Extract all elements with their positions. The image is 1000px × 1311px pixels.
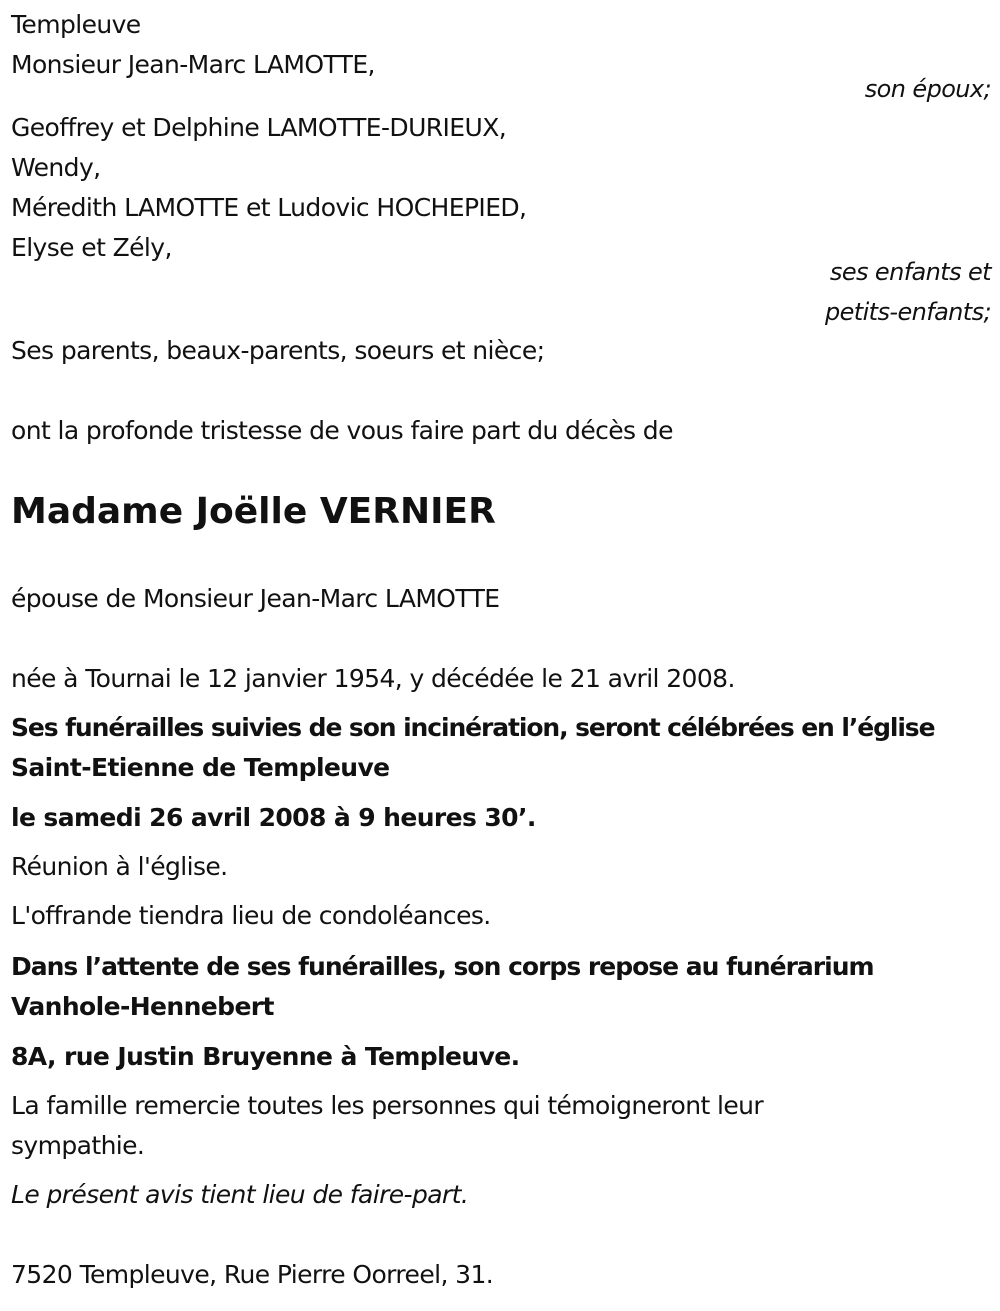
birth-death-line: née à Tournai le 12 janvier 1954, y décédée le 21 avril 2008. [11, 664, 735, 693]
spouse-of-line: épouse de Monsieur Jean-Marc LAMOTTE [11, 584, 500, 613]
header-location: Templeuve [11, 10, 141, 39]
repose-line-2: Vanhole-Hennebert [11, 992, 274, 1021]
thanks-line-2: sympathie. [11, 1131, 145, 1160]
deceased-name: Madame Joëlle VERNIER [11, 491, 496, 532]
repose-address: 8A, rue Justin Bruyenne à Templeuve. [11, 1042, 520, 1071]
repose-line-1: Dans l’attente de ses funérailles, son corps repose au funérarium [11, 952, 874, 981]
notice-note: Le présent avis tient lieu de faire-part. [11, 1180, 469, 1209]
children-line-1: Geoffrey et Delphine LAMOTTE-DURIEUX, [11, 113, 507, 142]
children-line-4: Elyse et Zély, [11, 233, 172, 262]
children-relation-line-1: ses enfants et [829, 258, 991, 286]
funeral-line-2: Saint-Etienne de Templeuve [11, 753, 390, 782]
thanks-line-1: La famille remercie toutes les personnes qui témoigneront leur [11, 1091, 764, 1120]
funeral-datetime: le samedi 26 avril 2008 à 9 heures 30’. [11, 803, 536, 832]
spouse-relation: son époux; [864, 75, 991, 103]
home-address: 7520 Templeuve, Rue Pierre Oorreel, 31. [11, 1260, 494, 1289]
children-line-3: Méredith LAMOTTE et Ludovic HOCHEPIED, [11, 193, 527, 222]
funeral-line-1: Ses funérailles suivies de son incinération, seront célébrées en l’église [11, 713, 935, 742]
spouse-name: Monsieur Jean-Marc LAMOTTE, [11, 50, 375, 79]
meeting-line: Réunion à l'église. [11, 852, 228, 881]
announcement-line: ont la profonde tristesse de vous faire part du décès de [11, 416, 673, 445]
family-line: Ses parents, beaux-parents, soeurs et nièce; [11, 336, 545, 365]
children-relation-line-2: petits-enfants; [825, 298, 991, 326]
children-line-2: Wendy, [11, 153, 101, 182]
offering-line: L'offrande tiendra lieu de condoléances. [11, 901, 491, 930]
